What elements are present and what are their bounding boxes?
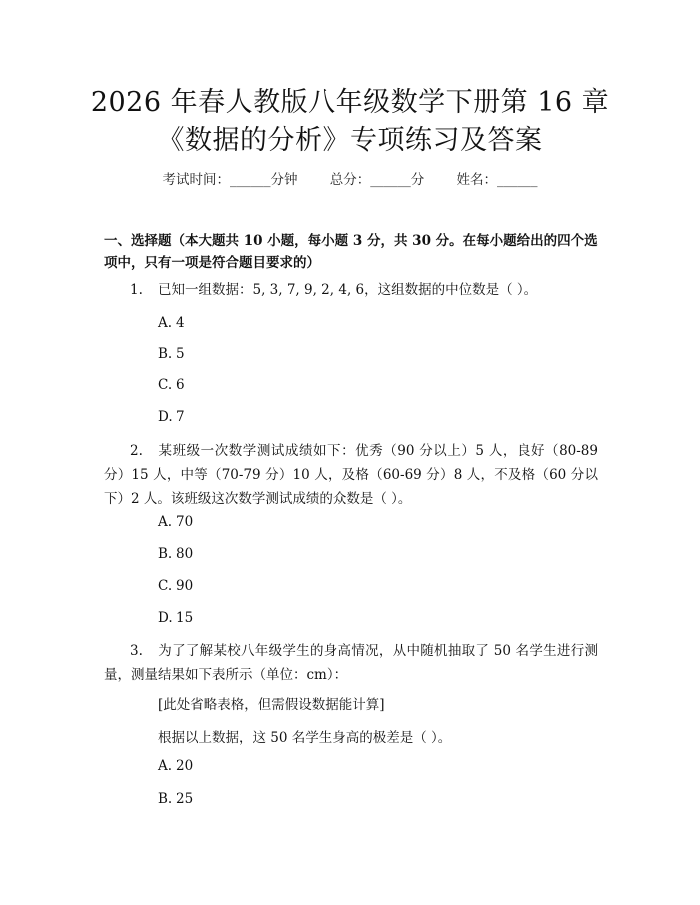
page-title-line1: 2026 年春人教版八年级数学下册第 16 章 xyxy=(90,87,610,118)
question-1 xyxy=(104,279,598,302)
question-text: 已知一组数据：5, 3, 7, 9, 2, 4, 6，这组数据的中位数是（ ）。 xyxy=(158,282,538,298)
question-3 xyxy=(104,639,598,687)
section-heading: 一、选择题（本大题共 10 小题，每小题 3 分，共 30 分。在每小题给出的四个选项中，只有一项是符合题目要求的） xyxy=(104,233,598,271)
question-number: 2. xyxy=(130,443,143,459)
option-3a: A. 20 xyxy=(158,758,194,774)
question-number: 3. xyxy=(130,643,143,659)
question-text: 为了了解某校八年级学生的身高情况，从中随机抽取了 50 名学生进行测量，测量结果如下表所示（单位：cm）： xyxy=(104,643,598,683)
exam-time: 考试时间：______分钟 xyxy=(162,172,298,188)
exam-score: 总分：______分 xyxy=(329,172,425,188)
question-text: 某班级一次数学测试成绩如下：优秀（90 分以上）5 人，良好（80-89 分）15 人，中等（70-79 分）10 人，及格（60-69 分）8 人，不及格（60 分以下）2 人。该班级这次数学测试成绩的众数是（ ）。 xyxy=(104,443,598,507)
option-1b: B. 5 xyxy=(158,346,185,362)
option-2d: D. 15 xyxy=(158,610,194,626)
option-1c: C. 6 xyxy=(158,377,185,393)
option-3b: B. 25 xyxy=(158,791,194,807)
exam-meta xyxy=(0,168,700,188)
question-2 xyxy=(104,439,598,511)
question-number: 1. xyxy=(130,282,143,298)
table-omitted-note: [此处省略表格，但需假设数据能计算] xyxy=(158,697,385,713)
option-2c: C. 90 xyxy=(158,578,194,594)
student-name: 姓名：______ xyxy=(456,172,538,188)
option-2b: B. 80 xyxy=(158,546,194,562)
option-1d: D. 7 xyxy=(158,409,185,425)
question-3-followup: 根据以上数据，这 50 名学生身高的极差是（ ）。 xyxy=(158,730,452,746)
option-1a: A. 4 xyxy=(158,315,185,331)
page-title-line2: 《数据的分析》专项练习及答案 xyxy=(157,125,543,156)
option-2a: A. 70 xyxy=(158,514,194,530)
